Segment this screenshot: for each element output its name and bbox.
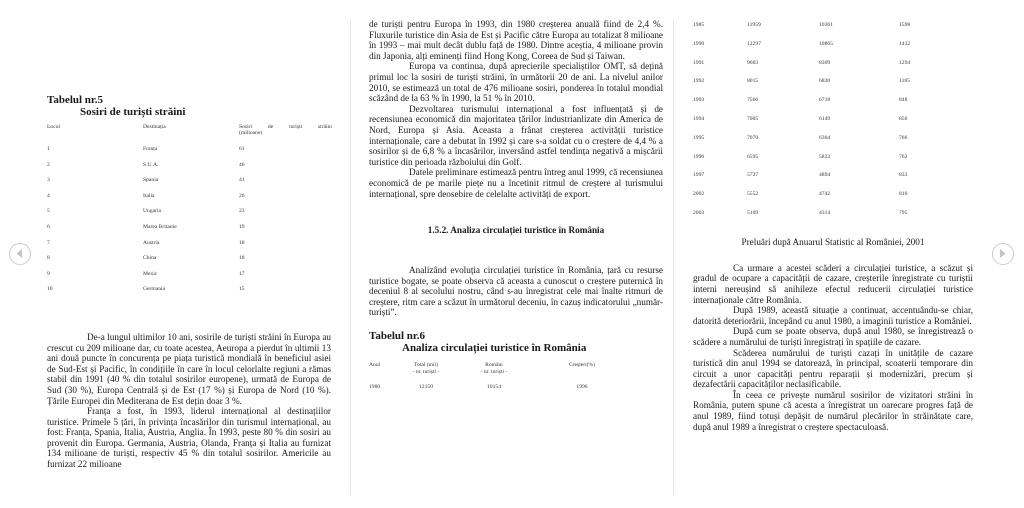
table-row [693,191,959,210]
year-cell: 1980 [369,384,381,391]
table-row [47,240,332,256]
table-row [47,286,332,302]
table-row [47,177,332,193]
total-cell: 5552 [747,191,759,198]
arrivals-header-line2: (milioane) [239,130,263,136]
table-row [369,384,637,398]
year-cell: 1995 [693,134,705,141]
growth-cell: 1996 [576,384,588,391]
romanians-cell: 5833 [819,153,831,160]
arrivals-cell: 46 [239,161,245,168]
romanians-cell: 6149 [819,115,831,122]
rank-cell: 9 [47,270,50,277]
table-header-row [47,124,332,146]
arrivals-cell: 23 [239,208,245,215]
paragraph: de turiști pentru Europa în 1993, din 1980 creșterea anuală fiind de 2,4 %. Fluxurile turistice din Asia de Est și Pacific către Europa au totalizat 8 milioane în 1993 – mai mult decât dublu față de 1980. Dintre aceștia, 4 milioane provin din Japonia, alți eminenți fiind Hong Kong, Coreea de Sud și Taiwan. [369,19,663,61]
paragraph: Scăderea numărului de turiști cazați în unitățile de cazare turistică din anul 1994 se datorează, în principal, scoaterii temporare din circuit a unor capacități pentru reparații și modernizări, precum și dezafectării capacităților neclasificabile. [693,347,973,390]
destination-cell: Mexic [143,270,158,277]
rank-cell: 1 [47,146,50,152]
growth-cell: 1432 [899,40,911,47]
arrivals-cell: 61 [239,146,245,152]
year-cell: 1993 [693,97,705,104]
growth-cell: 810 [899,191,908,198]
column-header-romanians [461,362,527,384]
romanians-cell: 8309 [819,59,831,66]
rank-cell: 6 [47,223,50,230]
header-text: Total (mii) [414,362,438,369]
table-row [47,193,332,209]
section-heading: 1.5.2. Analiza circulației turistice în România [427,225,605,236]
destination-cell: Ungaria [143,208,162,215]
table-row [693,135,959,154]
total-cell: 7070 [747,134,759,141]
growth-cell: 856 [899,115,908,122]
arrivals-cell: 19 [239,223,245,230]
table-row [47,271,332,287]
paragraph: Ca urmare a acestei scăderi a circulației turistice, a scăzut și gradul de ocupare a capacității de cazare, creșterile înregistrate cu turiștii interni nereușind să anihileze efectul reducerii circulației turistice internaționale către România. [693,262,973,305]
year-cell: 1997 [693,172,705,179]
year-cell: 1996 [693,153,705,160]
paragraph: După cum se poate observa, după anul 1980, se înregistrează o scădere a numărului de turiști înregistrați în spațiile de cazare. [693,326,973,347]
destination-cell: China [143,255,157,262]
arrivals-cell: 18 [239,239,245,246]
year-cell: 1990 [693,40,705,47]
destination-cell: Franța [143,146,158,152]
header-subtext: - nr. turiști - [480,369,508,376]
arrivals-header-line1: Sosiri de turiști străini [239,124,332,130]
paragraph: În ceea ce privește numărul sosirilor de vizitatori străini în România, putem spune că acesta a înregistrat un oarecare progres față de anul 1989, fiind totuși depășit de numărul plecărilor în străinătate care, după anul 1989 a înregistrat o creștere spectaculoasă. [693,389,973,432]
year-cell: 2003 [693,209,705,216]
romanians-cell: 4314 [819,209,831,216]
paragraph: De-a lungul ultimilor 10 ani, sosirile de turiști străini în Europa au crescut cu 209 milioane dar, cu toate acestea, Aeuropa a pierdut în ultimii 13 ani două puncte în concurența pe piața turistică mondială în beneficiul asiei de Sud-Est și Pacific, în condițiile în care în locul celorlalte regiuni a rămas stabil din 1991 (40 % din totalul sosirilor europene), urmată de Europa de Sud (30 %), Europa Centrală și de Est (17 %) și Europa de Nord (10 %). Țările Europei din Mediterana de Est dețin doar 3 %. [47,331,331,406]
growth-cell: 1185 [899,78,910,85]
rank-cell: 10 [47,286,53,293]
rank-cell: 4 [47,192,50,199]
header-text: Creșteri(%) [568,362,596,369]
growth-cell: 762 [899,153,908,160]
growth-cell: 795 [899,209,908,216]
rank-cell: 2 [47,161,50,168]
column-header-arrivals [239,124,332,146]
total-cell: 12150 [419,384,433,391]
column-header-rank: Locul [47,124,61,130]
arrivals-cell: 41 [239,177,245,184]
total-cell: 5727 [747,172,759,179]
romanians-cell: 6304 [819,134,831,141]
growth-cell: 1598 [899,22,911,28]
table-row [693,41,959,60]
header-text: Români [485,362,503,369]
growth-cell: 1294 [899,59,911,66]
table-row [47,146,332,162]
table5-title: Tabelul nr.5 [47,94,104,106]
table-row [47,208,332,224]
destination-cell: Germania [143,286,166,293]
total-cell: 12297 [747,40,761,47]
table6-title: Tabelul nr.6 [369,330,426,343]
arrivals-cell: 18 [239,255,245,262]
rank-cell: 3 [47,177,50,184]
destination-cell: Italia [143,192,155,199]
paragraph: Analizând evoluția circulației turistice în România, țară cu resurse turistice bogate, se poate observa că aceasta a cunoscut o creștere puternică în deceniul 8 al secolului nostru, când s-au înregistrat cele mai înalte ritmuri de creștere, ritm care a scăzut în următorul deceniu, în cazuș indicatorului „număr-turiști”. [369,265,663,318]
total-cell: 6595 [747,153,759,160]
table-row [693,210,959,229]
table6 [369,362,637,398]
previous-page-button[interactable] [9,243,31,265]
romanians-cell: 10361 [819,22,833,28]
year-cell: 1991 [693,59,705,66]
table-row [693,78,959,97]
year-cell: 1994 [693,115,705,122]
table-row [693,154,959,173]
table-row [693,97,959,116]
table-source-note: Preluări după Anuarul Statistic al României, 2001 [741,236,925,247]
table-header-row [369,362,637,384]
total-cell: 11959 [747,22,761,28]
rank-cell: 5 [47,208,50,215]
header-subtext: - nr. turiști - [412,369,440,376]
column-header-growth [527,362,637,384]
growth-cell: 848 [899,97,908,104]
table-row [693,22,959,41]
chevron-left-icon [10,244,29,263]
table-row [47,224,332,240]
column-header-total [391,362,461,384]
total-cell: 7005 [747,115,759,122]
page-right [693,0,973,508]
page-divider [673,20,674,495]
paragraph: Europa va continua, după aprecierile specialiștilor OMT, să dețină primul loc la sosiri de turiști străini, în următorii 20 de ani. La nivelul anilor 2010, se estimează un total de 476 milioane sosiri, ponderea în totalul mondial scăzând de la 63 % în 1990, la 51 % în 2010. [369,61,663,104]
paragraph: Dezvoltarea turismului internațional a fost influențată și de recensiunea economică din majoritatea țărilor industrianlizate din America de Nord, Europa și Asia. Aceasta a frânat creșterea activității turistice internaționale, care a debutat în 1992 și care s-a soldat cu o creștere de 4,4 % a sosirilor și de 6,8 % a încasărilor, inversând astfel tendința negativă a mișcării turistice din perioada războiului din Golf. [369,103,663,167]
page-divider [350,20,351,495]
next-page-button[interactable] [992,243,1014,265]
destination-cell: S.U.A. [143,161,159,168]
table5-subtitle: Sosiri de turiști străini [80,106,186,118]
total-cell: 5109 [747,209,759,216]
column-header-destination: Destinația [143,124,166,130]
paragraph: Franța a fost, în 1993, liderul internațional al destinațiilor turistice. Primele 5 țări, în privința încasărilor din turismul internațional, au fost: Franța, Spania, Italia, Austria, Anglia. În 1993, peste 80 % din sosiri au provenit din Europa. Germania, Austria, Olanda, Franța și Italia au furnizat 134 milioane de turiști, respectiv 45 % din totalul sosirilor. Americile au furnizat 22 milioane [47,406,331,470]
table-row [693,172,959,191]
paragraph: Datele preliminare estimează pentru întreg anul 1999, că recensiunea economică de pe marile piețe nu a încetinit ritmul de creștere al turismului internațional, spre deosebire de celelalte activități de export. [369,167,663,199]
total-cell: 8015 [747,78,759,85]
destination-cell: Austria [143,239,160,246]
table5 [47,124,332,302]
rank-cell: 8 [47,255,50,262]
table-row [693,60,959,79]
romanians-cell: 4742 [819,191,831,198]
romanians-cell: 10865 [819,40,833,47]
column-header-year [369,362,391,384]
destination-cell: Spania [143,177,159,184]
romanians-cell: 6718 [819,97,831,104]
table6-subtitle: Analiza circulației turistice în România [402,342,587,355]
growth-cell: 766 [899,134,908,141]
romanians-cell: 6830 [819,78,831,85]
table-row [693,116,959,135]
year-cell: 1985 [693,22,705,28]
arrivals-cell: 26 [239,192,245,199]
table6-continued [693,22,959,229]
page-middle [369,0,663,508]
year-cell: 1992 [693,78,705,85]
arrivals-cell: 15 [239,286,245,293]
page-left [47,0,331,508]
header-text: Anul [369,362,381,369]
romanians-cell: 10154 [487,384,501,391]
chevron-right-icon [993,244,1012,263]
table-row [47,162,332,178]
arrivals-cell: 17 [239,270,245,277]
rank-cell: 7 [47,239,50,246]
table-row [47,255,332,271]
total-cell: 7566 [747,97,759,104]
paragraph: După 1989, această situație a continuat, accentuându-se chiar, datorită deteriorării, începând cu anul 1980, a imaginii turistice a României. [693,305,973,326]
destination-cell: Marea Britanie [143,223,177,230]
year-cell: 2002 [693,191,705,198]
growth-cell: 833 [899,172,908,179]
romanians-cell: 4894 [819,172,831,179]
total-cell: 9603 [747,59,759,66]
